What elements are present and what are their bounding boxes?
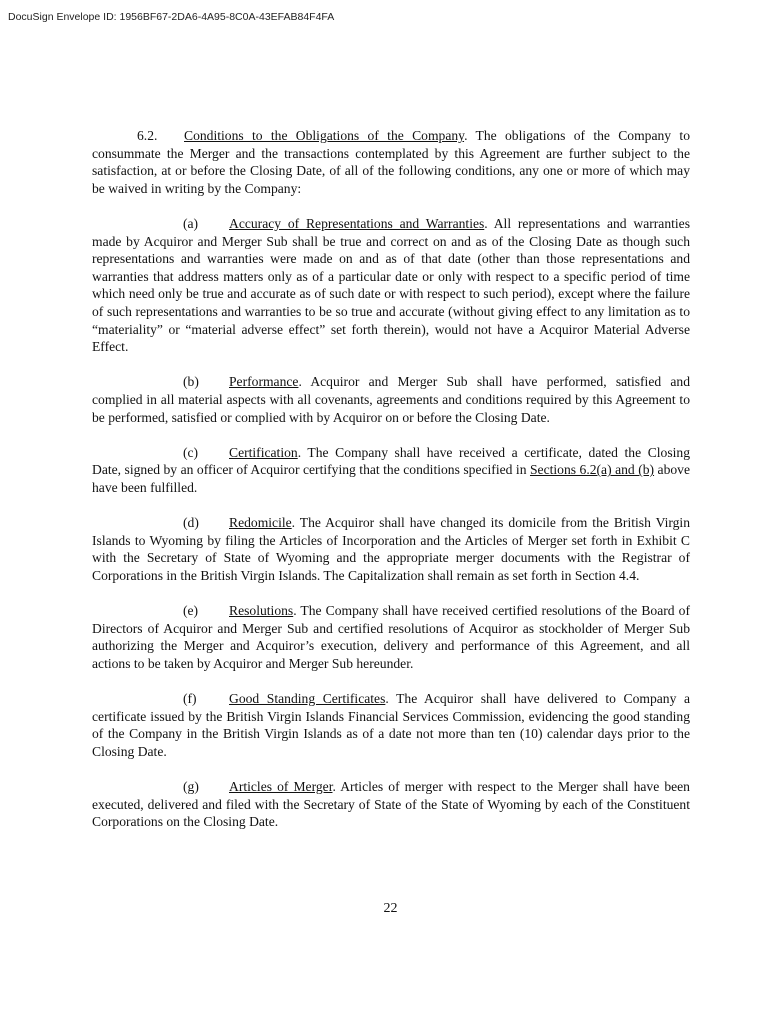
condition-text: . The Company shall have received certified resolutions of the Board of Directors of Acquiror and Merger Sub and certified resolutions of Acquiror as stockholder of Merger Sub authorizing the Merger and Acquiror’s execution, delivery and performance of this Agreement, and all actions to be taken by Acquiror and Merger Sub hereunder. <box>92 603 690 671</box>
condition-text: . The Acquiror shall have changed its domicile from the British Virgin Islands to Wyoming by filing the Articles of Incorporation and the Articles of Merger set forth in Exhibit C with the Secretary of State of Wyoming and the appropriate merger documents with the Registrar of Corporations in the British Virgin Islands. The Capitalization shall remain as set forth in Section 4.4. <box>92 515 690 583</box>
sections-reference: Sections 6.2(a) and (b) <box>529 462 655 478</box>
section-number: 6.2. <box>137 128 158 143</box>
condition-text: . The Acquiror shall have delivered to Company a certificate issued by the British Virgin Islands Financial Services Commission, evidencing the good standing of the Company in the British Virgin Islands as of a date not more than ten (10) calendar days prior to the Closing Date. <box>92 691 690 759</box>
section-heading: Conditions to the Obligations of the Company <box>184 128 465 143</box>
condition-text: . Acquiror and Merger Sub shall have performed, satisfied and complied in all material aspects with all covenants, agreements and conditions required by this Agreement to be performed, satisfied or complied with by Acquiror on or before the Closing Date. <box>92 374 690 425</box>
condition-f <box>92 690 690 760</box>
condition-label: (b) <box>183 374 199 390</box>
condition-heading: Redomicile <box>229 515 292 531</box>
condition-c <box>92 444 690 497</box>
condition-heading: Articles of Merger <box>229 778 333 794</box>
document-body <box>92 127 690 848</box>
condition-a <box>92 215 690 356</box>
condition-heading: Certification <box>229 444 298 460</box>
condition-g <box>92 778 690 831</box>
condition-label: (c) <box>183 444 199 460</box>
condition-label: (a) <box>183 215 199 231</box>
condition-text: . Articles of merger with respect to the Merger shall have been executed, delivered and filed with the Secretary of State of the State of Wyoming by each of the Constituent Corporations on the Closing Date. <box>92 778 690 830</box>
section-text: . The obligations of the Company to consummate the Merger and the transactions contemplated by this Agreement are further subject to the satisfaction, at or before the Closing Date, of all of the following conditions, any one or more of which may be waived in writing by the Company: <box>92 128 690 196</box>
condition-e <box>92 602 690 672</box>
condition-heading: Performance <box>229 374 299 390</box>
condition-label: (d) <box>183 515 199 531</box>
docusign-envelope-id: DocuSign Envelope ID: 1956BF67-2DA6-4A95-8C0A-43EFAB84F4FA <box>8 11 335 23</box>
page-number: 22 <box>383 901 398 916</box>
condition-heading: Resolutions <box>229 603 294 619</box>
condition-heading: Accuracy of Representations and Warranties <box>229 215 485 231</box>
condition-text: . All representations and warranties made by Acquiror and Merger Sub shall be true and correct on and as of the Closing Date as though such representations and warranties were made on and as of that date (other than those representations and warranties that address matters only as of a particular date or only with respect to a specific period of time which need only be true and accurate as of such date or with respect to such period), except where the failure of such representations and warranties to be so true and accurate (without giving effect to any limitation as to “materiality” or “material adverse effect” set forth therein), would not have a Acquiror Material Adverse Effect. <box>92 215 690 355</box>
condition-heading: Good Standing Certificates <box>229 691 386 706</box>
condition-text: . The Company shall have received a certificate, dated the Closing Date, signed by an officer of Acquiror certifying that the conditions specified in <box>92 444 690 478</box>
condition-b <box>92 373 690 426</box>
condition-label: (g) <box>183 778 199 794</box>
section-6-2 <box>92 127 690 197</box>
condition-text-after: above have been fulfilled. <box>92 462 691 495</box>
condition-d <box>92 514 690 584</box>
condition-label: (f) <box>183 691 197 706</box>
condition-label: (e) <box>183 603 199 619</box>
